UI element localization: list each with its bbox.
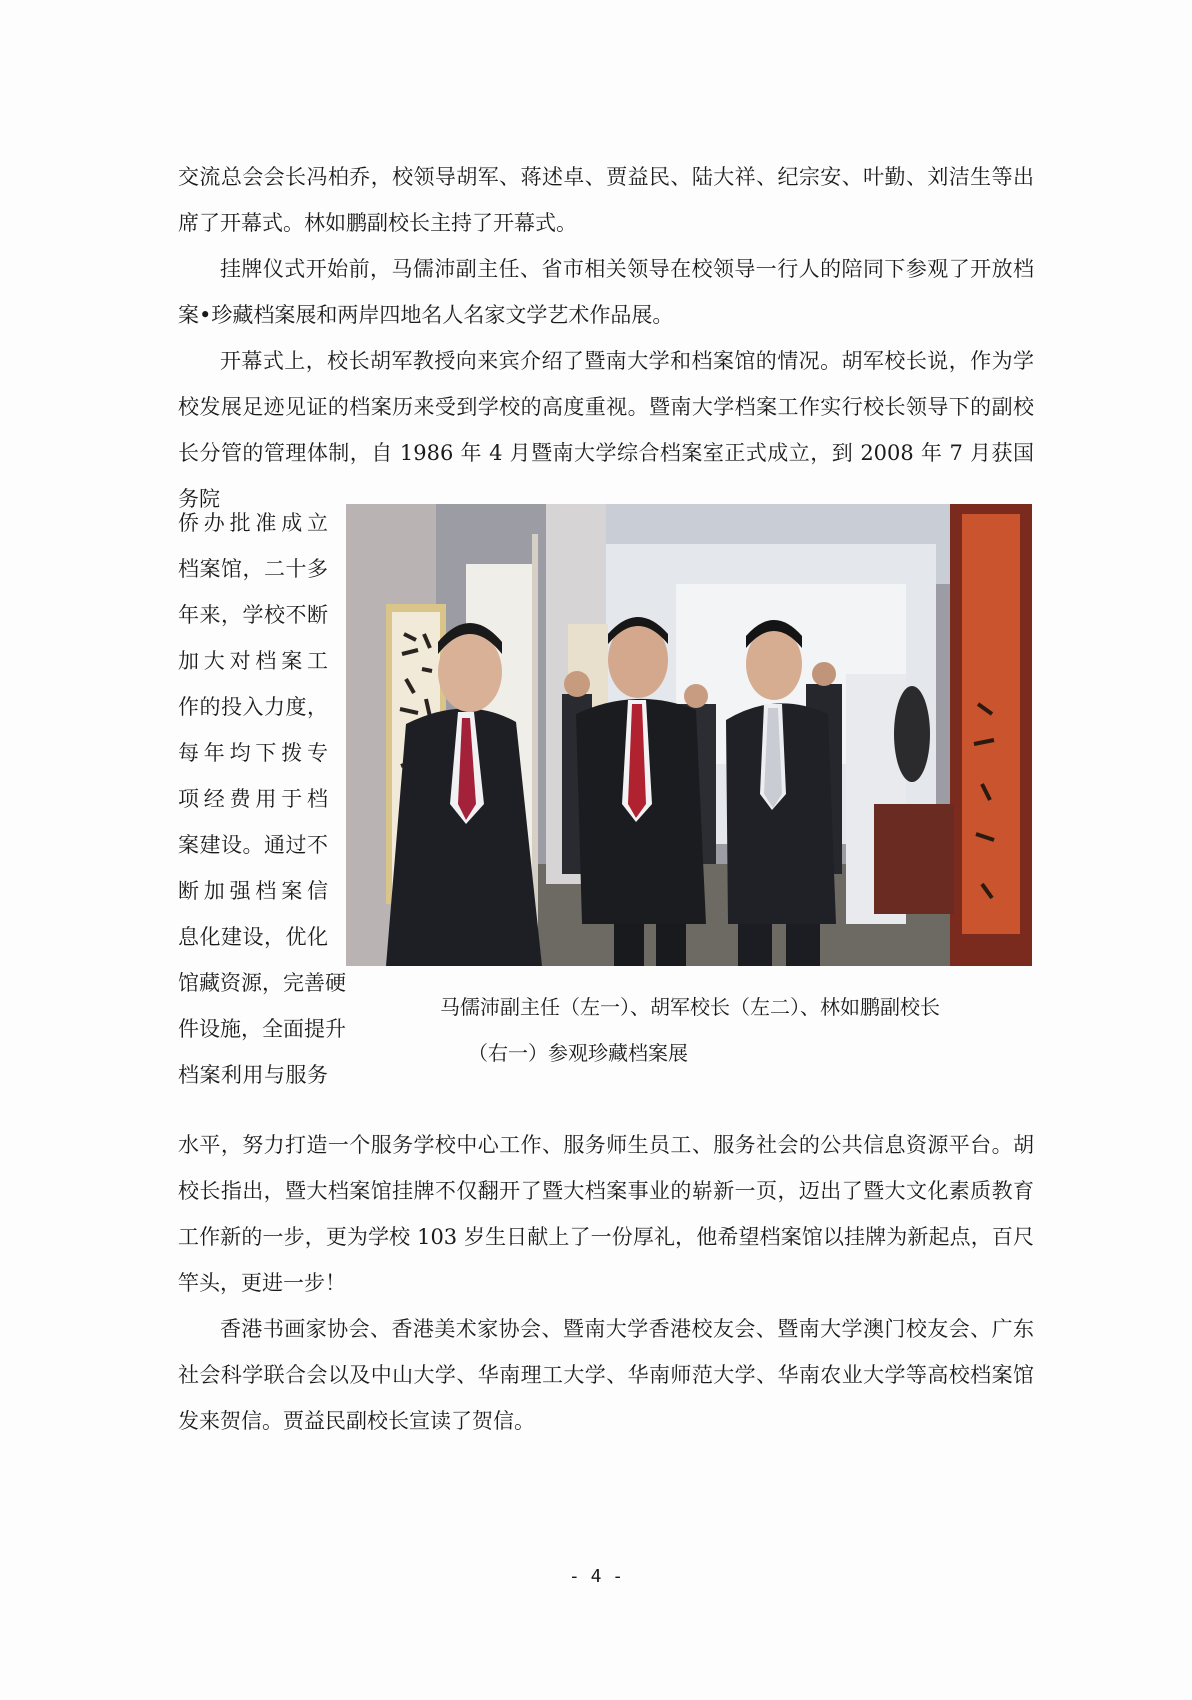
caption-line-1: 马儒沛副主任（左一）、胡军校长（左二）、林如鹏副校长 [440,995,940,1019]
wrap-line: 侨办批准成立 [178,511,328,535]
wrap-line: 每年均下拨专 [178,741,328,765]
wrap-line: 项经费用于档 [178,787,328,811]
event-photo [346,504,1032,966]
wrap-line: 档案利用与服务 [178,1063,328,1087]
wrap-line: 断加强档案信 [178,879,328,903]
page-number: - 4 - [568,1566,624,1587]
caption-line-2: （右一）参观珍藏档案展 [468,1041,688,1065]
wrap-line: 档案馆，二十多 [178,557,328,581]
paragraph-4: 水平，努力打造一个服务学校中心工作、服务师生员工、服务社会的公共信息资源平台。胡校长指出，暨大档案馆挂牌不仅翻开了暨大档案事业的崭新一页，迈出了暨大文化素质教育工作新的一步，更为学校 103 岁生日献上了一份厚礼，他希望档案馆以挂牌为新起点，百尺竿头，更进一步！ [178,1133,1034,1295]
wrap-line: 馆藏资源，完善硬 [178,971,346,995]
paragraph-5: 香港书画家协会、香港美术家协会、暨南大学香港校友会、暨南大学澳门校友会、广东社会科学联合会以及中山大学、华南理工大学、华南师范大学、华南农业大学等高校档案馆发来贺信。贾益民副校长宣读了贺信。 [178,1317,1034,1433]
paragraph-2: 挂牌仪式开始前，马儒沛副主任、省市相关领导在校领导一行人的陪同下参观了开放档案•珍藏档案展和两岸四地名人名家文学艺术作品展。 [178,257,1034,327]
wrap-line: 年来，学校不断 [178,603,328,627]
paragraph-1: 交流总会会长冯柏乔，校领导胡军、蒋述卓、贾益民、陆大祥、纪宗安、叶勤、刘洁生等出席了开幕式。林如鹏副校长主持了开幕式。 [178,165,1034,235]
wrap-line: 息化建设，优化 [178,925,328,949]
paragraph-3: 开幕式上，校长胡军教授向来宾介绍了暨南大学和档案馆的情况。胡军校长说，作为学校发展足迹见证的档案历来受到学校的高度重视。暨南大学档案工作实行校长领导下的副校长分管的管理体制，自 1986 年 4 月暨南大学综合档案室正式成立，到 2008 年 7 月获国务院 [178,349,1034,511]
wrap-line: 件设施，全面提升 [178,1017,346,1041]
wrap-line: 作的投入力度， [178,695,328,719]
photo-caption [440,984,1000,1076]
wrap-line: 案建设。通过不 [178,833,328,857]
wrapped-text-column [178,500,346,1098]
wrap-line: 加大对档案工 [178,649,328,673]
